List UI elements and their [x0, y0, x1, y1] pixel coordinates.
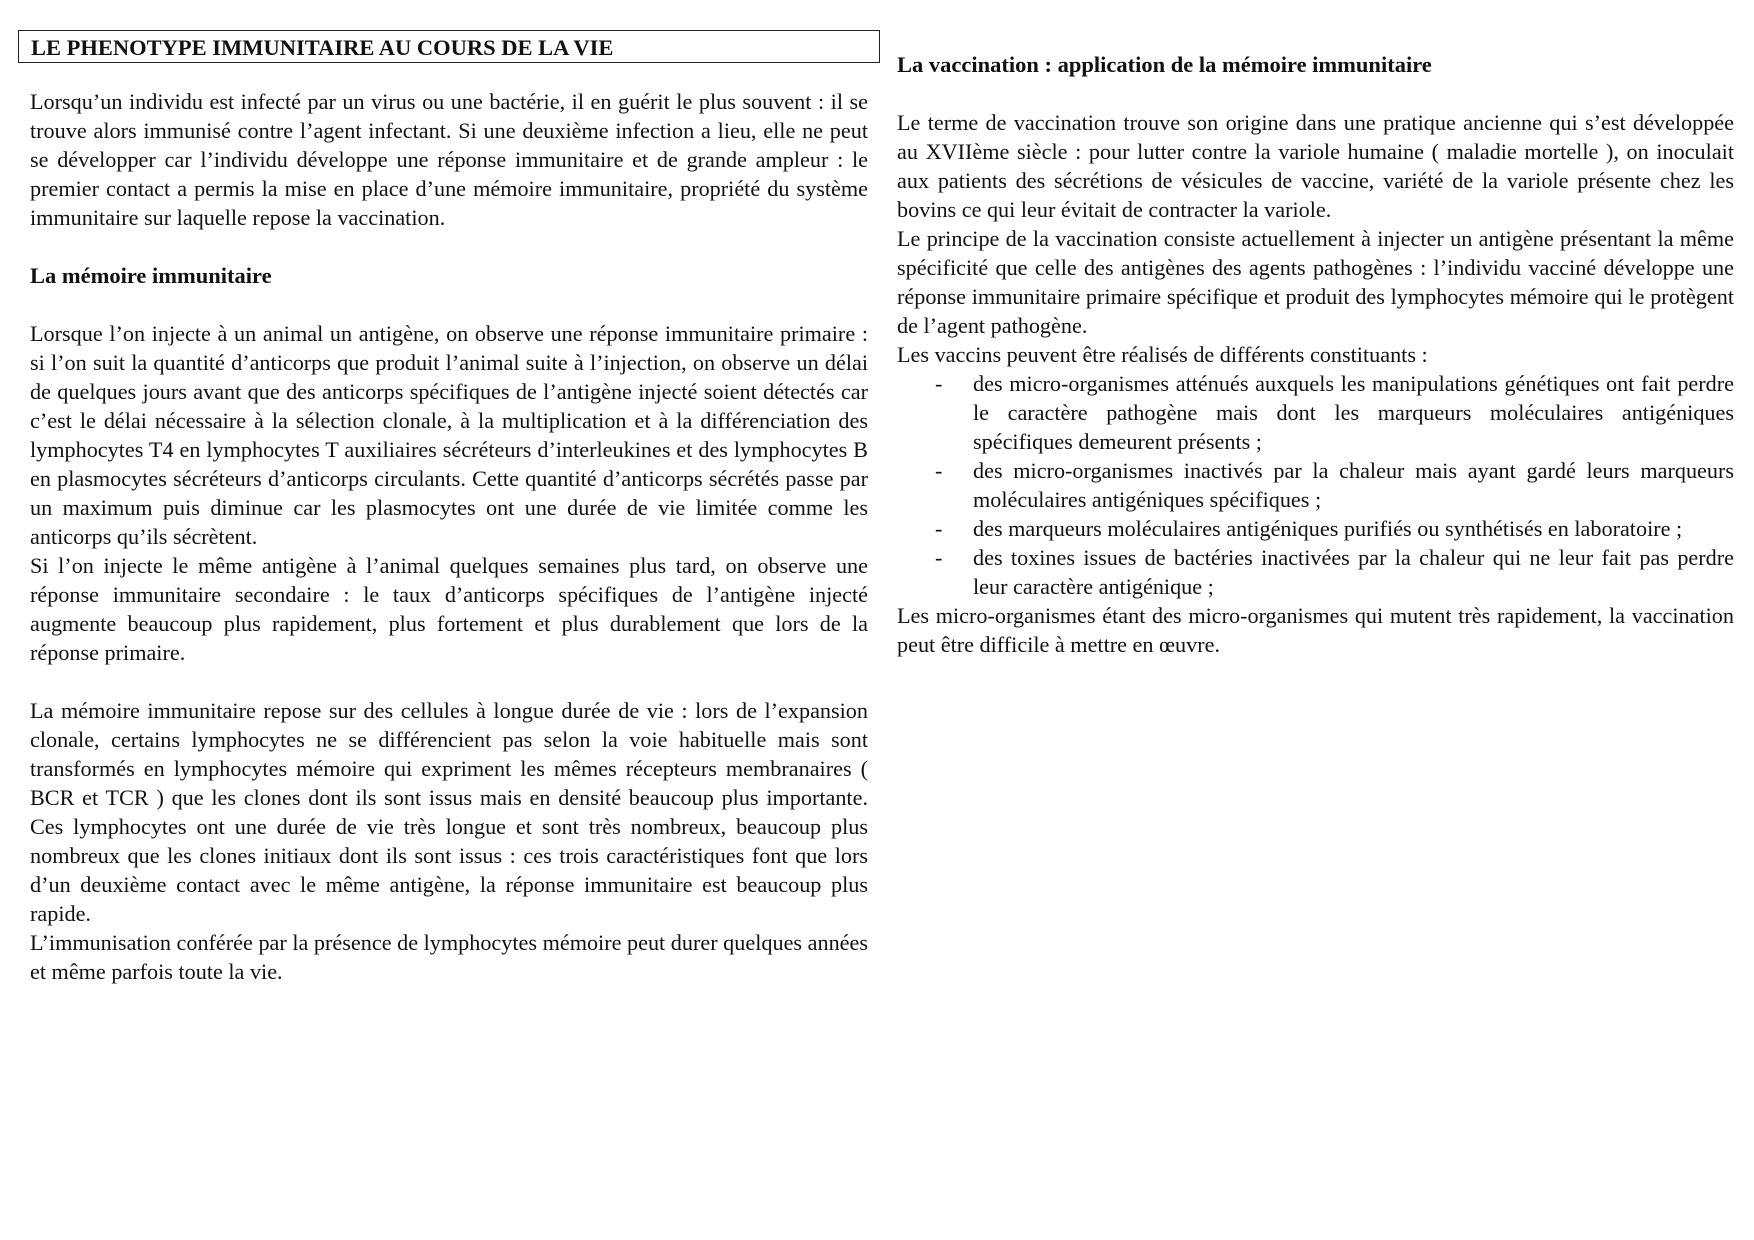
list-item [897, 514, 1734, 543]
dash-bullet: - [935, 458, 943, 483]
page-title: LE PHENOTYPE IMMUNITAIRE AU COURS DE LA VIE [18, 30, 880, 63]
dash-bullet: - [935, 545, 943, 570]
left-column [18, 30, 880, 986]
dash-bullet: - [935, 371, 943, 396]
memory-paragraph-1: Lorsque l’on injecte à un animal un antigène, on observe une réponse immunitaire primaire : si l’on suit la quantité d’anticorps que produit l’animal suite à l’injection, on observe un délai de quelques jours avant que des anticorps spécifiques de l’antigène injecté soient détectés car c’est le délai nécessaire à la sélection clonale, à la multiplication et à la différenciation des lymphocytes T4 en lymphocytes T auxiliaires sécréteurs d’interleukines et des lymphocytes B en plasmocytes sécréteurs d’anticorps circulants. Cette quantité d’anticorps sécrétés passe par un maximum puis diminue car les plasmocytes ont une durée de vie limitée comme les anticorps qu’ils sécrètent. [30, 321, 868, 549]
list-item-text: des toxines issues de bactéries inactivées par la chaleur qui ne leur fait pas perdre leur caractère antigénique ; [973, 545, 1734, 599]
list-item [897, 456, 1734, 514]
memory-paragraph-4: L’immunisation conférée par la présence de lymphocytes mémoire peut durer quelques années et même parfois toute la vie. [30, 930, 868, 984]
vaccine-constituents-list [897, 369, 1734, 601]
vaccination-heading: La vaccination : application de la mémoire immunitaire [897, 52, 1432, 77]
list-item [897, 369, 1734, 456]
vaccination-paragraph-1: Le terme de vaccination trouve son origine dans une pratique ancienne qui s’est développée au XVIIème siècle : pour lutter contre la variole humaine ( maladie mortelle ), on inoculait aux patients des sécrétions de vésicules de vaccine, variété de la variole présente chez les bovins ce qui leur évitait de contracter la variole. [897, 110, 1734, 222]
list-item-text: des micro-organismes atténués auxquels les manipulations génétiques ont fait perdre le caractère pathogène mais dont les marqueurs moléculaires antigéniques spécifiques demeurent présents ; [973, 371, 1734, 454]
right-column [897, 50, 1734, 659]
vaccination-paragraph-4: Les micro-organismes étant des micro-organismes qui mutent très rapidement, la vaccination peut être difficile à mettre en œuvre. [897, 603, 1734, 657]
memory-paragraph-2: Si l’on injecte le même antigène à l’animal quelques semaines plus tard, on observe une réponse immunitaire secondaire : le taux d’anticorps spécifiques de l’antigène injecté augmente beaucoup plus rapidement, plus fortement et plus durablement que lors de la réponse primaire. [30, 553, 868, 665]
intro-paragraph: Lorsqu’un individu est infecté par un virus ou une bactérie, il en guérit le plus souvent : il se trouve alors immunisé contre l’agent infectant. Si une deuxième infection a lieu, elle ne peut se développer car l’individu développe une réponse immunitaire et de grande ampleur : le premier contact a permis la mise en place d’une mémoire immunitaire, propriété du système immunitaire sur laquelle repose la vaccination. [30, 89, 868, 230]
left-content [18, 87, 880, 986]
paragraph-gap [30, 667, 868, 696]
dash-bullet: - [935, 516, 943, 541]
memory-heading: La mémoire immunitaire [30, 263, 272, 288]
vaccination-paragraph-2: Le principe de la vaccination consiste actuellement à injecter un antigène présentant la même spécificité que celle des antigènes des agents pathogènes : l’individu vacciné développe une réponse immunitaire primaire spécifique et produit des lymphocytes mémoire qui le protègent de l’agent pathogène. [897, 226, 1734, 338]
list-item [897, 543, 1734, 601]
list-item-text: des marqueurs moléculaires antigéniques purifiés ou synthétisés en laboratoire ; [973, 516, 1683, 541]
vaccination-paragraph-3: Les vaccins peuvent être réalisés de différents constituants : [897, 342, 1428, 367]
list-item-text: des micro-organismes inactivés par la chaleur mais ayant gardé leurs marqueurs moléculaires antigéniques spécifiques ; [973, 458, 1734, 512]
memory-paragraph-3: La mémoire immunitaire repose sur des cellules à longue durée de vie : lors de l’expansion clonale, certains lymphocytes ne se différencient pas selon la voie habituelle mais sont transformés en lymphocytes mémoire qui expriment les mêmes récepteurs membranaires ( BCR et TCR ) que les clones dont ils sont issus mais en densité beaucoup plus importante. Ces lymphocytes ont une durée de vie très longue et sont très nombreux, beaucoup plus nombreux que les clones initiaux dont ils sont issus : ces trois caractéristiques font que lors d’un deuxième contact avec le même antigène, la réponse immunitaire est beaucoup plus rapide. [30, 698, 868, 926]
